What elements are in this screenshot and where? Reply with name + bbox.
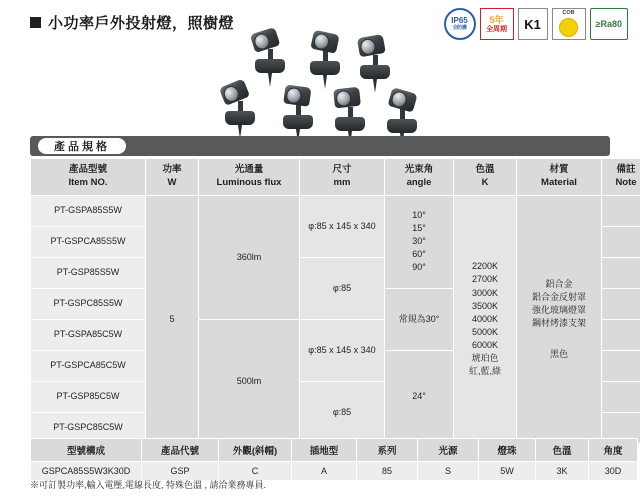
size-cell-bottom2: φ:85 — [300, 381, 385, 443]
model-cell: PT-GSPA85S5W — [31, 195, 146, 226]
size-cell-bottom: φ:85 x 145 x 340 — [300, 319, 385, 381]
note-cell — [602, 350, 640, 381]
warranty-badge-line2: 全周期 — [486, 25, 508, 33]
k1-badge: K1 — [518, 8, 548, 40]
angle-bottom-cell: 24° — [385, 350, 454, 443]
cct-cell: 2200K 2700K 3000K 3500K 4000K 5000K 6000K 琥珀色 紅,藍,綠 — [454, 195, 517, 443]
certification-badges — [444, 8, 628, 40]
code-value-appearance: C — [219, 462, 292, 481]
model-cell: PT-GSPC85C5W — [31, 412, 146, 443]
cob-badge — [552, 8, 586, 40]
page-title-text: 小功率戶外投射燈，照樹燈 — [48, 15, 235, 32]
product-lamp-3 — [360, 36, 390, 93]
model-cell: PT-GSPCA85C5W — [31, 350, 146, 381]
note-cell — [602, 319, 640, 350]
model-cell: PT-GSPCA85S5W — [31, 226, 146, 257]
angle-list-cell: 10° 15° 30° 60° 90° — [385, 195, 454, 288]
model-cell: PT-GSP85C5W — [31, 381, 146, 412]
col-angle: 光束角 angle — [385, 159, 454, 196]
col-cct: 色溫 K — [454, 159, 517, 196]
spec-section-header — [30, 136, 610, 156]
code-header-mount: 插地型 — [292, 439, 357, 462]
code-header-composition: 型號構成 — [31, 439, 142, 462]
note-cell — [602, 381, 640, 412]
code-value-series: 85 — [357, 462, 418, 481]
code-header-appearance: 外觀(斜帽) — [219, 439, 292, 462]
note-cell — [602, 195, 640, 226]
col-note: 備註 Note — [602, 159, 640, 196]
code-header-product: 產品代號 — [142, 439, 219, 462]
flux-cell-bottom: 500lm — [199, 319, 300, 443]
flux-cell-top: 360lm — [199, 195, 300, 319]
angle-note-cell: 常規為30° — [385, 288, 454, 350]
cri-badge: ≥Ra80 — [590, 8, 628, 40]
warranty-badge-line1: 5年 — [489, 14, 504, 25]
watt-cell: 5 — [146, 195, 199, 443]
product-lamp-2 — [310, 32, 340, 89]
col-size: 尺寸 mm — [300, 159, 385, 196]
col-material: 材質 Material — [517, 159, 602, 196]
note-cell — [602, 226, 640, 257]
cob-chip-icon — [559, 18, 578, 37]
code-value-composition: GSPCA85S5W3K30D — [31, 462, 142, 481]
title-bullet-icon — [30, 17, 41, 28]
model-code-header-row — [31, 439, 638, 462]
col-flux: 光通量 Luminous flux — [199, 159, 300, 196]
code-header-cct: 色溫 — [536, 439, 589, 462]
code-value-cct: 3K — [536, 462, 589, 481]
code-value-chip: 5W — [479, 462, 536, 481]
table-row — [31, 195, 640, 226]
spec-section-title: 產品規格 — [38, 138, 126, 154]
code-value-product: GSP — [142, 462, 219, 481]
col-item-no: 產品型號 Item NO. — [31, 159, 146, 196]
footnote: ※可訂製功率,輸入電壓,電線長度, 特殊色溫 , 請洽業務專員. — [30, 480, 267, 490]
ip65-badge-line2: 全防護 — [452, 24, 467, 31]
code-value-angle: 30D — [589, 462, 638, 481]
page-title — [30, 12, 234, 33]
spec-table — [30, 158, 640, 444]
note-cell — [602, 288, 640, 319]
model-code-table — [30, 438, 638, 481]
size-cell-top2: φ:85 — [300, 257, 385, 319]
code-header-source: 光源 — [418, 439, 479, 462]
product-lamp-1 — [255, 30, 285, 87]
product-photo-group — [215, 30, 445, 145]
code-value-mount: A — [292, 462, 357, 481]
code-header-chip: 燈珠 — [479, 439, 536, 462]
code-value-source: S — [418, 462, 479, 481]
code-header-angle: 角度 — [589, 439, 638, 462]
col-watt: 功率 W — [146, 159, 199, 196]
spec-table-header-row — [31, 159, 640, 196]
model-cell: PT-GSPC85S5W — [31, 288, 146, 319]
model-cell: PT-GSPA85C5W — [31, 319, 146, 350]
code-header-series: 系列 — [357, 439, 418, 462]
product-lamp-5 — [283, 86, 313, 143]
ip65-badge — [444, 8, 476, 40]
cob-badge-label: COB — [562, 10, 575, 17]
product-lamp-4 — [225, 82, 255, 139]
size-cell-top: φ:85 x 145 x 340 — [300, 195, 385, 257]
note-cell — [602, 257, 640, 288]
model-cell: PT-GSP85S5W — [31, 257, 146, 288]
ip65-badge-line1: IP65 — [451, 16, 468, 26]
material-cell: 鋁合金 鋁合金反射罩 強化玻璃燈罩 鋼材烤漆支架 黑色 — [517, 195, 602, 443]
warranty-badge — [480, 8, 514, 40]
